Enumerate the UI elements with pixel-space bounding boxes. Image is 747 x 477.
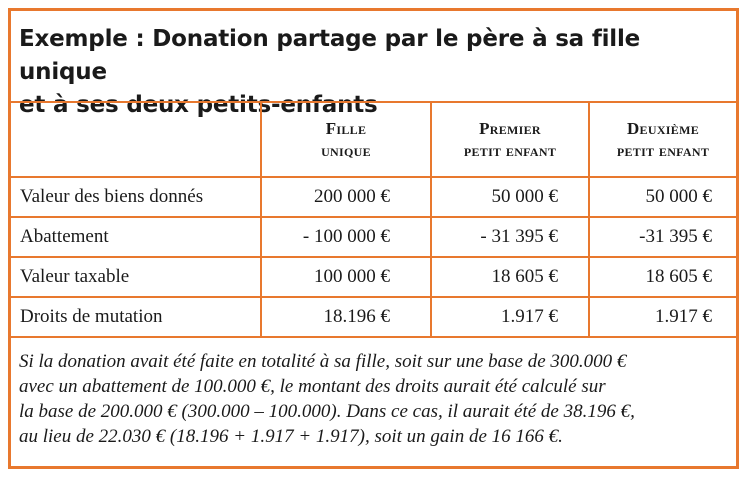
cell-value: - 100 000 € bbox=[261, 217, 431, 257]
note-line-4: au lieu de 22.030 € (18.196 + 1.917 + 1.917), soit un gain de 16 166 €. bbox=[19, 426, 563, 447]
table-row bbox=[11, 297, 736, 337]
explanatory-note bbox=[19, 349, 734, 449]
header-deuxieme-petit-enfant bbox=[589, 102, 736, 177]
donation-table bbox=[11, 101, 736, 338]
cell-value: 1.917 € bbox=[589, 297, 736, 337]
cell-value: - 31 395 € bbox=[431, 217, 589, 257]
cell-value: -31 395 € bbox=[589, 217, 736, 257]
cell-value: 200 000 € bbox=[261, 177, 431, 217]
cell-value: 18 605 € bbox=[431, 257, 589, 297]
title-line-1: Exemple : Donation partage par le père à sa fille unique bbox=[19, 26, 641, 85]
header-deuxieme-line1: Deuxième bbox=[626, 118, 700, 138]
row-label: Droits de mutation bbox=[11, 297, 261, 337]
header-fille-line2: unique bbox=[321, 140, 371, 160]
cell-value: 18.196 € bbox=[261, 297, 431, 337]
header-fille-unique bbox=[261, 102, 431, 177]
example-box bbox=[8, 8, 739, 469]
header-premier-line1: Premier bbox=[479, 118, 541, 138]
cell-value: 50 000 € bbox=[589, 177, 736, 217]
cell-value: 1.917 € bbox=[431, 297, 589, 337]
table-row bbox=[11, 257, 736, 297]
cell-value: 18 605 € bbox=[589, 257, 736, 297]
note-line-1: Si la donation avait été faite en totalité à sa fille, soit sur une base de 300.000 € bbox=[19, 351, 627, 372]
header-premier-petit-enfant bbox=[431, 102, 589, 177]
cell-value: 100 000 € bbox=[261, 257, 431, 297]
table-row bbox=[11, 177, 736, 217]
row-label: Valeur taxable bbox=[11, 257, 261, 297]
header-fille-line1: Fille bbox=[325, 118, 367, 138]
table-row bbox=[11, 217, 736, 257]
header-blank-cell bbox=[11, 102, 261, 177]
note-line-3: la base de 200.000 € (300.000 – 100.000). Dans ce cas, il aurait été de 38.196 €, bbox=[19, 401, 635, 422]
note-line-2: avec un abattement de 100.000 €, le montant des droits aurait été calculé sur bbox=[19, 376, 606, 397]
header-deuxieme-line2: petit enfant bbox=[616, 140, 710, 160]
cell-value: 50 000 € bbox=[431, 177, 589, 217]
row-label: Valeur des biens donnés bbox=[11, 177, 261, 217]
table-header-row bbox=[11, 102, 736, 177]
header-premier-line2: petit enfant bbox=[463, 140, 557, 160]
title-line-2: et à ses deux petits-enfants bbox=[19, 92, 378, 118]
row-label: Abattement bbox=[11, 217, 261, 257]
